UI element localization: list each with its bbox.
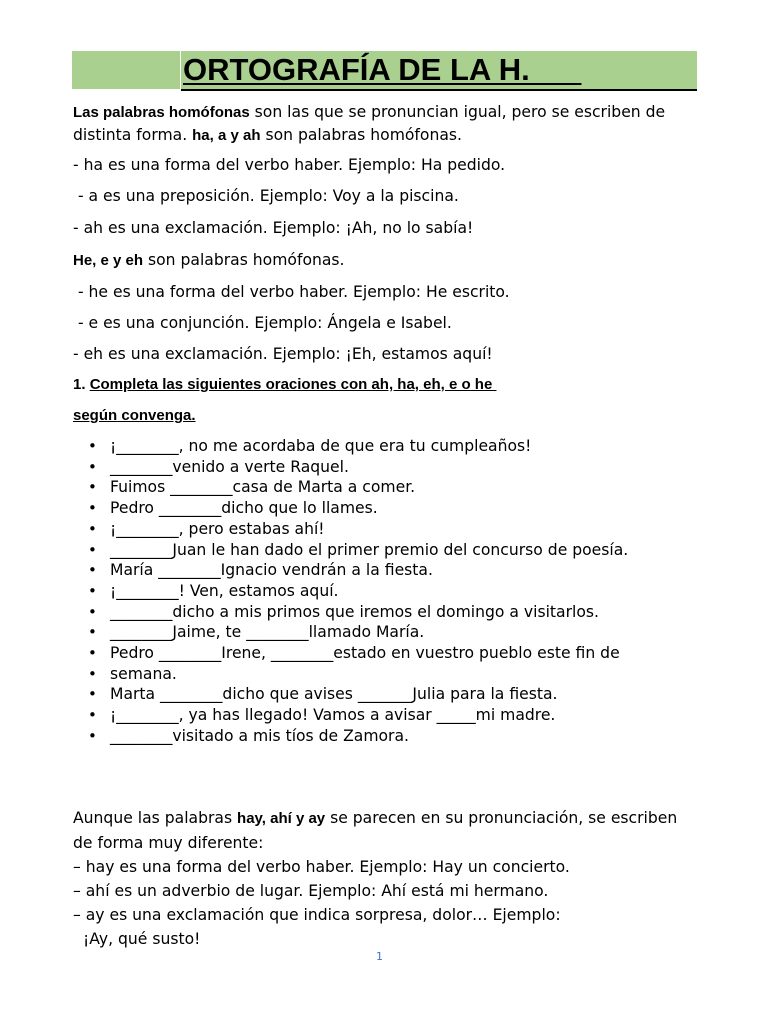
bullet-icon: •	[88, 685, 97, 704]
exercise-title-word: según	[73, 407, 118, 424]
closing-paragraph	[73, 806, 693, 855]
list-item	[88, 560, 698, 581]
closing-example: ¡Ay, qué susto!	[83, 930, 201, 948]
closing-line-1: – hay es una forma del verbo haber. Ejemplo: Hay un concierto.	[73, 858, 570, 876]
intro-paragraph	[73, 101, 693, 147]
title-banner	[72, 51, 697, 89]
bullet-icon: •	[88, 602, 97, 621]
page-number: 1	[376, 950, 383, 963]
bullet-icon: •	[88, 519, 97, 538]
bullet-icon: •	[88, 623, 97, 642]
he-intro-bold: He, e y eh	[73, 252, 144, 269]
list-item	[88, 705, 698, 726]
bullet-icon: •	[88, 499, 97, 518]
item-text: ¡________, no me acordaba de que era tu cumpleaños!	[110, 437, 532, 455]
closing-text: Aunque las palabras	[73, 809, 238, 827]
item-text: Marta ________dicho que avises _______Julia para la fiesta.	[110, 685, 558, 704]
ha-line-3: - ah es una exclamación. Ejemplo: ¡Ah, no lo sabía!	[73, 219, 474, 237]
bullet-icon: •	[88, 644, 97, 663]
exercise-title-continuation	[73, 405, 196, 427]
item-text: ¡________! Ven, estamos aquí.	[110, 581, 339, 600]
item-text: Pedro ________dicho que lo llames.	[110, 499, 378, 518]
closing-section	[73, 806, 693, 951]
list-item	[88, 519, 698, 540]
list-item	[88, 457, 698, 478]
exercise-title-line-2: convenga.	[117, 407, 196, 424]
item-text: semana.	[110, 664, 177, 683]
exercise-list	[88, 436, 698, 747]
title-banner-cell	[181, 51, 697, 91]
list-item	[88, 540, 698, 561]
closing-bold-words: hay, ahí y ay	[237, 810, 326, 827]
bullet-icon: •	[88, 726, 97, 745]
ha-line-1: - ha es una forma del verbo haber. Ejemplo: Ha pedido.	[73, 156, 506, 174]
bullet-icon: •	[88, 581, 97, 600]
list-item	[88, 643, 698, 664]
list-item	[88, 726, 698, 747]
list-item	[88, 498, 698, 519]
intro-text: son las que se pronuncian igual, pero se escriben de distinta forma.	[73, 103, 666, 144]
list-item	[88, 664, 698, 685]
title-banner-left-cell	[72, 51, 181, 89]
he-line-2: - e es una conjunción. Ejemplo: Ángela e Isabel.	[73, 314, 452, 332]
list-item	[88, 581, 698, 602]
bullet-icon: •	[88, 706, 97, 725]
page-title: ORTOGRAFÍA DE LA H.	[183, 52, 582, 87]
closing-line-3: – ay es una exclamación que indica sorpresa, dolor… Ejemplo:	[73, 906, 561, 924]
ha-line-2: - a es una preposición. Ejemplo: Voy a la piscina.	[73, 187, 459, 205]
he-line-1: - he es una forma del verbo haber. Ejemplo: He escrito.	[73, 283, 510, 301]
closing-text-end: se parecen en su pronunciación, se escriben de forma muy diferente:	[73, 809, 678, 852]
item-text: ¡________, ya has llegado! Vamos a avisar _____mi madre.	[110, 706, 556, 725]
closing-line-2: – ahí es un adverbio de lugar. Ejemplo: Ahí está mi hermano.	[73, 882, 549, 900]
item-text: ________dicho a mis primos que iremos el domingo a visitarlos.	[110, 602, 599, 621]
exercise-title	[73, 374, 496, 396]
intro-text-end: son palabras homófonas.	[260, 126, 462, 144]
list-item	[88, 477, 698, 498]
bullet-icon: •	[88, 437, 97, 455]
bullet-icon: •	[88, 540, 97, 559]
he-intro-text: son palabras homófonas.	[143, 251, 345, 269]
item-text: ¡________, pero estabas ahí!	[110, 519, 325, 538]
item-text: María ________Ignacio vendrán a la fiesta.	[110, 561, 433, 580]
list-item	[88, 602, 698, 623]
bullet-icon: •	[88, 457, 97, 476]
list-item	[88, 622, 698, 643]
intro-bold-words: ha, a y ah	[192, 127, 261, 144]
item-text: ________Jaime, te ________llamado María.	[110, 623, 425, 642]
exercise-number: 1.	[73, 376, 90, 393]
intro-bold-term: Las palabras homófonas	[73, 104, 250, 121]
bullet-icon: •	[88, 478, 97, 497]
item-text: Pedro ________Irene, ________estado en vuestro pueblo este fin de	[110, 644, 620, 663]
item-text: ________venido a verte Raquel.	[110, 457, 349, 476]
item-text: ________Juan le han dado el primer premio del concurso de poesía.	[110, 540, 629, 559]
list-item	[88, 684, 698, 705]
bullet-icon: •	[88, 561, 97, 580]
he-intro	[73, 249, 693, 272]
exercise-title-line-1: Completa las siguientes oraciones con ah, ha, eh, e o he	[89, 376, 497, 393]
he-line-3: - eh es una exclamación. Ejemplo: ¡Eh, estamos aquí!	[73, 345, 493, 363]
bullet-icon: •	[88, 664, 97, 683]
item-text: ________visitado a mis tíos de Zamora.	[110, 726, 409, 745]
item-text: Fuimos ________casa de Marta a comer.	[110, 478, 416, 497]
list-item	[88, 436, 698, 457]
